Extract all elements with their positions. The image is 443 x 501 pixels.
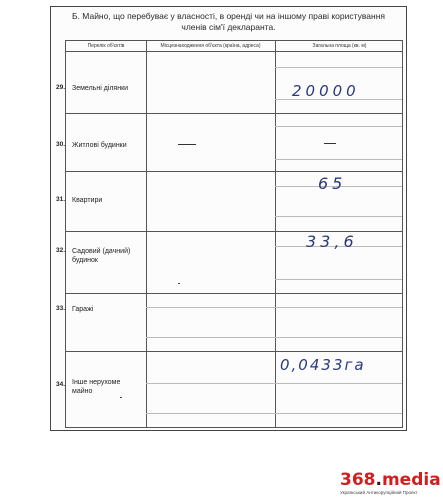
section-title-line1: Б. Майно, що перебуває у власності, в оренді чи на іншому праві користування [71, 11, 386, 21]
sub-line [275, 159, 402, 160]
row-label-houses: Житлові будинки [72, 142, 127, 149]
sub-line [275, 413, 402, 414]
area-value-other-property: 0,0433га [280, 356, 366, 374]
row-label-land: Земельні ділянки [72, 85, 129, 92]
area-dash [324, 143, 336, 144]
area-value-apartments: 65 [318, 174, 347, 193]
row-label-garden-house: Садовий (дачний) будинок [72, 248, 131, 264]
watermark-word: media [381, 470, 441, 490]
sub-line [275, 337, 402, 338]
scan-speck [178, 283, 180, 284]
sub-line [146, 413, 275, 414]
sub-line [275, 279, 402, 280]
row-number: 34. [56, 381, 66, 388]
declaration-sheet [50, 6, 407, 431]
row-label-apartments: Квартири [72, 197, 103, 204]
sub-line [146, 383, 275, 384]
scan-speck [120, 397, 122, 398]
section-header [51, 11, 406, 33]
section-title-line2: членів сім'ї декларанта. [181, 22, 276, 32]
area-value-land: 20000 [292, 82, 360, 100]
column-header-type: Перелік об'єктів [87, 43, 125, 49]
location-dash [178, 144, 196, 145]
row-number: 29. [56, 84, 66, 91]
row-number: 30. [56, 141, 66, 148]
sub-line [275, 126, 402, 127]
sub-line [275, 307, 402, 308]
property-table [56, 40, 403, 428]
row-divider [66, 351, 402, 352]
row-label-other-property: Інше нерухоме майно [72, 379, 121, 395]
column-header-area: Загальна площа (кв. м) [312, 43, 367, 49]
sub-line [275, 67, 402, 68]
row-divider [66, 293, 402, 294]
area-value-garden-house: 33,6 [306, 232, 358, 251]
row-number: 31. [56, 196, 66, 203]
row-divider [66, 171, 402, 172]
watermark-number: 368 [340, 470, 376, 490]
row-divider [66, 113, 402, 114]
row-number: 33. [56, 305, 66, 312]
watermark-tagline: Український Антикорупційний Проект [340, 490, 418, 495]
watermark-logo: 368.media [340, 470, 441, 490]
sub-line [275, 383, 402, 384]
sub-line [275, 216, 402, 217]
column-divider [146, 41, 147, 427]
header-divider [66, 51, 402, 52]
row-label-garages: Гаражі [72, 306, 94, 313]
sub-line [146, 307, 275, 308]
row-number: 32. [56, 247, 66, 254]
column-header-location: Місцезнаходження об'єкта (країна, адреса) [160, 43, 261, 49]
sub-line [146, 337, 275, 338]
